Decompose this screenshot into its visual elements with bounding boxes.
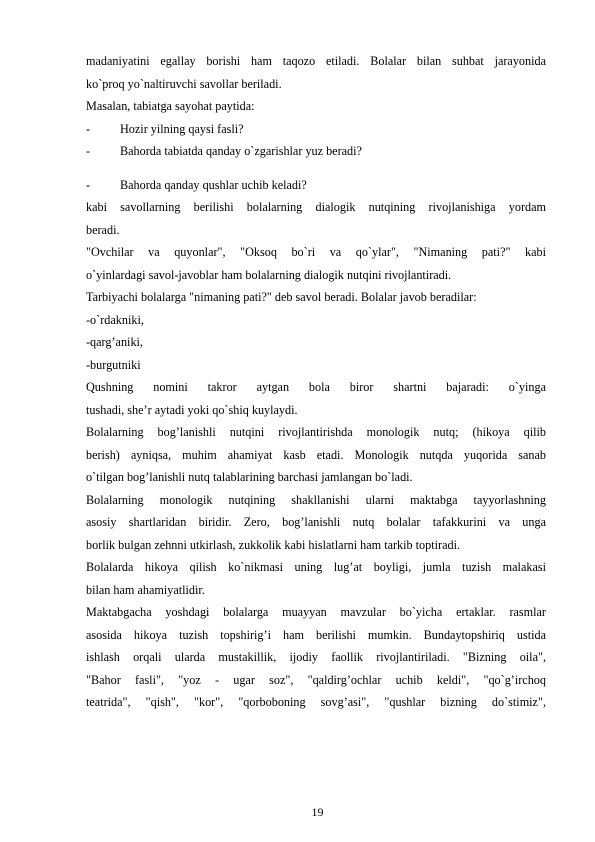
line-text: o`yinlardagi savol-javoblar ham bolalarning dialogik nutqini rivojlantiradi. [86, 267, 452, 282]
text-line [86, 579, 546, 602]
text-line [86, 691, 546, 714]
line-text: bilan ham ahamiyatlidir. [86, 582, 205, 597]
line-text: teatrida", "qish", "kor", "qorboboning sovg’asi", "qushlar bizning do`stimiz", [86, 695, 546, 709]
line-text: ishlash orqali ularda mustakillik, ijodiy faollik rivojlantiriladi. "Bizning oila", [86, 650, 546, 664]
line-text: Bolalarda hikoya qilish ko`nikmasi uning lug’at boyligi, jumla tuzish malakasi [86, 560, 546, 574]
line-text: beradi. [86, 222, 120, 237]
line-text: ko`proq yo`naltiruvchi savollar beriladi. [86, 76, 282, 91]
line-text: -o`rdakniki, [86, 312, 144, 327]
text-line [86, 331, 546, 354]
text-line [86, 646, 546, 669]
text-line [86, 556, 546, 579]
text-line [86, 264, 546, 287]
text-line [86, 444, 546, 467]
bullet-dash: - [86, 144, 91, 158]
text-line [86, 421, 546, 444]
line-text: Maktabgacha yoshdagi bolalarga muayyan mavzular bo`yicha ertaklar. rasmlar [86, 605, 546, 619]
line-text: asosiy shartlaridan biridir. Zero, bog’lanishli nutq bolalar tafakkurini va unga [86, 515, 546, 529]
text-line [86, 354, 546, 377]
line-text: o`tilgan bog’lanishli nutq talablarining barchasi jamlangan bo`ladi. [86, 470, 413, 484]
line-text: "Ovchilar va quyonlar", "Oksoq bo`ri va qo`ylar", "Nimaning pati?" kabi [86, 245, 546, 259]
line-text: Bolalarning monologik nutqining shakllanishi ularni maktabga tayyorlashning [86, 492, 546, 507]
line-text: madaniyatini egallay borishi ham taqozo etiladi. Bolalar bilan suhbat jarayonida [86, 54, 546, 68]
bullet-item [86, 118, 546, 141]
text-line [86, 399, 546, 422]
line-text: berish) ayniqsa, muhim ahamiyat kasb etadi. Monologik nutqda yuqorida sanab [86, 447, 546, 462]
line-text: Tarbiyachi bolalarga "nimaning pati?" deb savol beradi. Bolalar javob beradilar: [86, 290, 477, 304]
text-line [86, 669, 546, 692]
text-line [86, 241, 546, 264]
line-text: borlik bulgan zehnni utkirlash, zukkolik kabi hislatlarni ham tarkib toptiradi. [86, 537, 461, 552]
page-number: 19 [311, 805, 324, 819]
line-text: -qarg’aniki, [86, 335, 143, 349]
text-line [86, 95, 546, 118]
text-line [86, 309, 546, 332]
text-line [86, 534, 546, 557]
line-text: Masalan, tabiatga sayohat paytida: [86, 99, 255, 113]
line-text: Bahorda tabiatda qanday o`zgarishlar yuz beradi? [120, 144, 362, 158]
line-text: Bahorda qanday qushlar uchib keladi? [120, 177, 307, 192]
text-line [86, 624, 546, 647]
text-line [86, 219, 546, 242]
bullet-item [86, 174, 546, 197]
bullet-item [86, 140, 546, 163]
text-line [86, 489, 546, 512]
text-line [86, 73, 546, 96]
bullet-dash: - [86, 121, 91, 136]
line-text: Hozir yilning qaysi fasli? [120, 121, 244, 136]
line-text: tushadi, she’r aytadi yoki qo`shiq kuylaydi. [86, 402, 298, 417]
line-text: -burgutniki [86, 357, 141, 372]
text-line [86, 511, 546, 534]
line-text: kabi savollarning berilishi bolalarning dialogik nutqining rivojlanishiga yordam [86, 200, 546, 214]
bullet-dash: - [86, 177, 91, 192]
line-text: Qushning nomini takror aytgan bola biror shartni bajaradi: o`yinga [86, 380, 546, 394]
line-text: asosida hikoya tuzish topshirig’i ham berilishi mumkin. Bundaytopshiriq ustida [86, 627, 546, 642]
body-text [86, 50, 546, 714]
line-text: "Bahor fasli", "yoz - ugar soz", "qaldirg’ochlar uchib keldi", "qo`g’irchoq [86, 672, 546, 687]
text-line [86, 466, 546, 489]
text-line [86, 601, 546, 624]
text-line [86, 286, 546, 309]
text-line [86, 50, 546, 73]
text-line [86, 376, 546, 399]
line-text: Bolalarning bog’lanishli nutqini rivojlantirishda monologik nutq; (hikoya qilib [86, 425, 546, 439]
text-line [86, 196, 546, 219]
